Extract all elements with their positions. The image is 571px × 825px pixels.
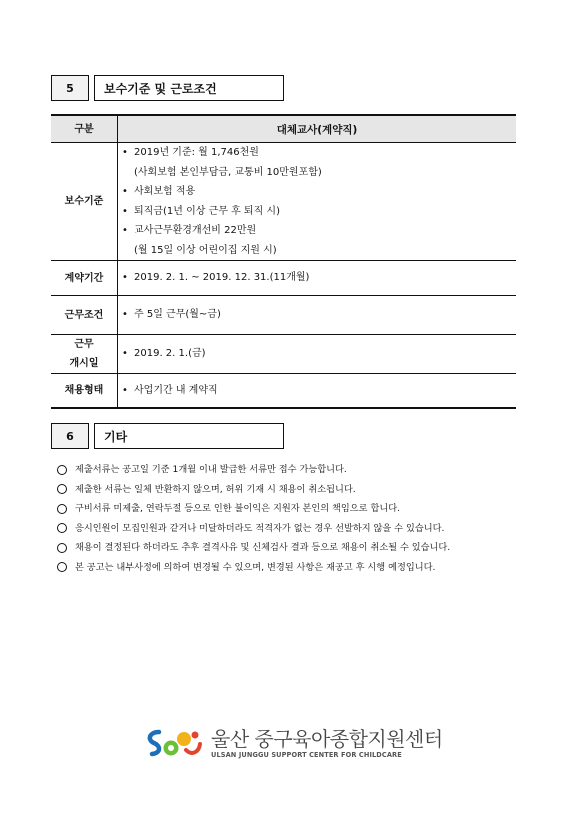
row-value-work-conditions: • 주 5일 근무(월~금) [118, 296, 517, 335]
table-row-pay [51, 143, 516, 261]
row-label-work-conditions: 근무조건 [51, 296, 118, 335]
list-item: • 교사근무환경개선비 22만원 [122, 225, 257, 236]
list-item: 채용이 결정된다 하더라도 추후 결격사유 및 신체검사 결과 등으로 채용이 취소될 수 있습니다. [57, 538, 450, 558]
list-item: 본 공고는 내부사정에 의하여 변경될 수 있으며, 변경된 사항은 재공고 후 시행 예정입니다. [57, 558, 450, 578]
header-substitute-teacher: 대체교사(계약직) [118, 115, 517, 143]
row-label-start-date: 근무 개시일 [51, 335, 118, 374]
circle-bullet-icon [57, 504, 67, 514]
table-header-row [51, 115, 516, 143]
row-value-pay [118, 143, 517, 261]
list-item-note: (월 15일 이상 어린이집 지원 시) [134, 244, 277, 256]
table-row-start-date [51, 335, 516, 374]
section-6-number: 6 [51, 423, 89, 449]
table-row-contract-period [51, 261, 516, 296]
circle-bullet-icon [57, 543, 67, 553]
header-category: 구분 [51, 115, 118, 143]
list-item: • 사회보험 적용 [122, 186, 196, 197]
list-item: 응시인원이 모집인원과 같거나 미달하더라도 적격자가 없는 경우 선발하지 않을 수 있습니다. [57, 519, 450, 539]
footer-logo [145, 726, 443, 760]
row-value-contract-period: • 2019. 2. 1. ~ 2019. 12. 31.(11개월) [118, 261, 517, 296]
list-item: 제출한 서류는 일체 반환하지 않으며, 허위 기재 시 채용이 취소됩니다. [57, 480, 450, 500]
section-6-title: 기타 [94, 423, 284, 449]
circle-bullet-icon [57, 484, 67, 494]
circle-bullet-icon [57, 465, 67, 475]
table-row-employment-type [51, 374, 516, 408]
row-label-employment-type: 채용형태 [51, 374, 118, 408]
childcare-center-logo-icon [145, 726, 203, 760]
org-name-korean: 울산 중구육아종합지원센터 [211, 727, 443, 751]
section-5-number: 5 [51, 75, 89, 101]
list-item: • 2019년 기준: 월 1,746천원 [122, 147, 259, 158]
list-item: 구비서류 미제출, 연락두절 등으로 인한 불이익은 지원자 본인의 책임으로 합니다. [57, 499, 450, 519]
notes-list [57, 460, 450, 577]
employment-conditions-table [51, 114, 516, 409]
row-label-contract-period: 계약기간 [51, 261, 118, 296]
row-value-start-date: • 2019. 2. 1.(금) [118, 335, 517, 374]
circle-bullet-icon [57, 523, 67, 533]
section-5-header [51, 75, 284, 101]
row-value-employment-type: • 사업기간 내 계약직 [122, 384, 218, 396]
org-name-english: ULSAN JUNGGU SUPPORT CENTER FOR CHILDCARE [211, 751, 402, 759]
circle-bullet-icon [57, 562, 67, 572]
section-5-title: 보수기준 및 근로조건 [94, 75, 284, 101]
table-row-work-conditions [51, 296, 516, 335]
section-6-header [51, 423, 284, 449]
list-item: • 퇴직금(1년 이상 근무 후 퇴직 시) [122, 205, 280, 217]
row-label-pay: 보수기준 [51, 143, 118, 261]
list-item: 제출서류는 공고일 기준 1개월 이내 발급한 서류만 접수 가능합니다. [57, 460, 450, 480]
list-item-note: (사회보험 본인부담금, 교통비 10만원포함) [134, 166, 322, 178]
footer-logo-text [211, 727, 443, 759]
